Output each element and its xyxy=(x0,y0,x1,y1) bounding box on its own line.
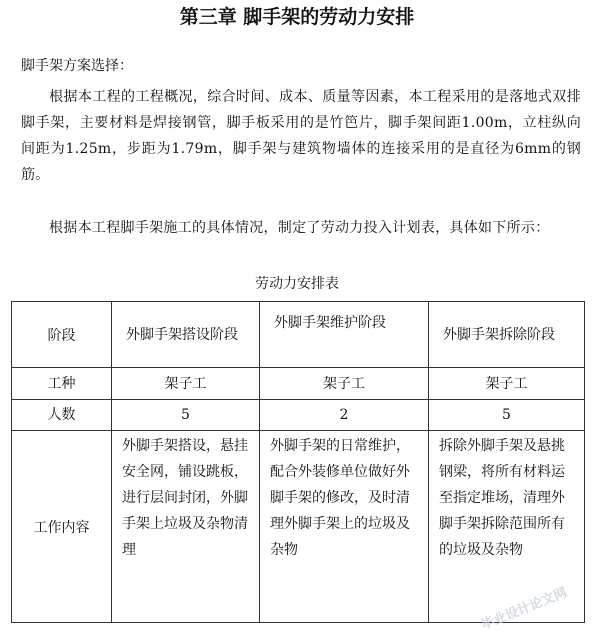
chapter-title: 第三章 脚手架的劳动力安排 xyxy=(179,6,415,28)
work-cell: 外脚手架搭设，悬挂安全网，铺设跳板，进行层间封闭，外脚手架上垃圾及杂物清理 xyxy=(112,431,260,623)
table-row-work xyxy=(12,431,585,623)
paragraph-1-text: 根据本工程的工程概况，综合时间、成本、质量等因素，本工程采用的是落地式双排脚手架，主要材料是焊接钢管，脚手板采用的是竹笆片，脚手架间距1.00m，立柱纵向间距为1.25m，步距为1.79m，脚手架与建筑物墙体的连接采用的是直径为6mm的钢筋。 xyxy=(21,89,581,183)
stage-cell: 外脚手架搭设阶段 xyxy=(112,302,260,368)
row-label-stage: 阶段 xyxy=(12,302,112,368)
row-label-count: 人数 xyxy=(12,400,112,431)
table-row-stage xyxy=(12,302,585,368)
row-label-trade: 工种 xyxy=(12,368,112,400)
labor-plan-table xyxy=(11,301,585,623)
trade-cell: 架子工 xyxy=(260,368,429,400)
count-cell: 5 xyxy=(429,400,585,431)
count-cell: 2 xyxy=(260,400,429,431)
stage-cell: 外脚手架维护阶段 xyxy=(260,302,429,368)
intro-heading: 脚手架方案选择： xyxy=(21,58,133,74)
work-cell: 拆除外脚手架及悬挑钢梁，将所有材料运至指定堆场，清理外脚手架拆除范围所有的垃圾及杂物 xyxy=(429,431,585,623)
stage-cell: 外脚手架拆除阶段 xyxy=(429,302,585,368)
watermark-logo: 毕业设计论文网 xyxy=(479,585,570,633)
paragraph-2-text: 根据本工程脚手架施工的具体情况，制定了劳动力投入计划表，具体如下所示： xyxy=(49,220,550,236)
row-label-work: 工作内容 xyxy=(12,431,112,623)
table-row-count xyxy=(12,400,585,431)
paragraph-1 xyxy=(21,84,581,188)
trade-cell: 架子工 xyxy=(429,368,585,400)
paragraph-2 xyxy=(21,215,581,241)
table-caption: 劳动力安排表 xyxy=(255,276,339,292)
trade-cell: 架子工 xyxy=(112,368,260,400)
work-cell: 外脚手架的日常维护，配合外装修单位做好外脚手架的修改，及时清理外脚手架上的垃圾及杂物 xyxy=(260,431,429,623)
count-cell: 5 xyxy=(112,400,260,431)
table-row-trade xyxy=(12,368,585,400)
